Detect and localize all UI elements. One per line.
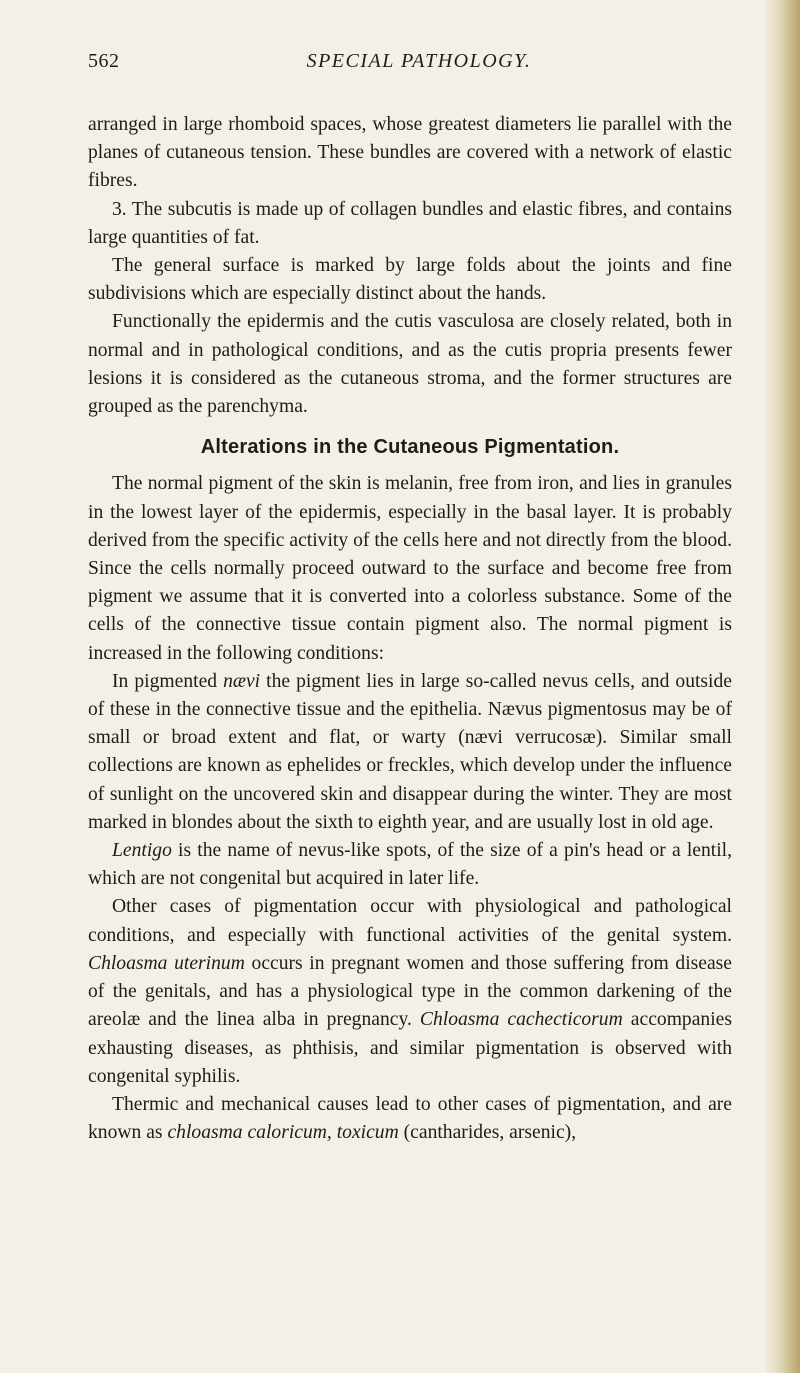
italic-term: Chloasma cachecticorum [419,1009,623,1031]
italic-term: Chloasma uterinum [88,952,245,974]
page-number: 562 [88,50,120,72]
paragraph-text: In pigmented [112,670,224,692]
paragraph-text: is the name of nevus-like spots, of the size of a pin's head or a lentil, which are not congenital but acquired in later life. [88,840,732,890]
paragraph-continued [88,111,732,196]
paragraph-chloasma [88,893,732,1090]
italic-term: nævi [223,670,261,692]
paragraph-melanin [88,470,732,667]
paragraph-text: The normal pigment of the skin is melanin, free from iron, and lies in granules in the lowest layer of the epidermis, especially in the basal layer. It is probably derived from the specific activity of the cells here and not directly from the blood. Since the cells normally proceed outward to the surface and become free from pigment we assume that it is converted into a colorless substance. Some of the cells of the connective tissue contain pigment also. The normal pigment is increased in the following conditions: [88,473,732,664]
paragraph-text: Other cases of pigmentation occur with physiological and pathological conditions, and especially with functional activities of the genital system. [88,896,732,946]
paragraph-text: (cantharides, arsenic), [398,1122,577,1144]
paragraph-text: accompanies exhausting diseases, as phthisis, and similar pigmentation is observed with congenital syphilis. [88,1009,732,1087]
paragraph-lentigo [88,837,732,893]
paragraph-text: The general surface is marked by large folds about the joints and fine subdivisions which are especially distinct about the hands. [88,255,732,305]
paragraph-text: the pigment lies in large so-called nevus cells, and outside of these in the connective tissue and the epithelia. Nævus pigmentosus may be of small or broad extent and flat, or warty (nævi verrucosæ). Similar small collections are known as ephelides or freckles, which develop under the influence of sunlight on the uncovered skin and disappear during the winter. They are most marked in blondes about the sixth to eighth year, and are usually lost in old age. [88,670,732,833]
italic-term: chloasma caloricum, toxicum [167,1122,399,1144]
page-header [88,50,730,80]
paragraph-text: occurs in pregnant women and those suffering from disease of the genitals, and has a physiological type in the common darkening of the areolæ and the linea alba in pregnancy. [88,952,732,1031]
paragraph-thermic [88,1091,732,1147]
paragraph-subcutis [88,196,732,252]
running-head: SPECIAL PATHOLOGY. [306,50,532,72]
section-heading: Alterations in the Cutaneous Pigmentation. [200,436,620,459]
paragraph-function [88,308,732,421]
paragraph-surface [88,252,732,308]
paragraph-naevi [88,668,732,837]
paragraph-text: Thermic and mechanical causes lead to other cases of pigmentation, and are known as [88,1093,732,1144]
paragraph-text: arranged in large rhomboid spaces, whose greatest diameters lie parallel with the planes of cutaneous tension. These bundles are covered with a network of elastic fibres. [88,114,732,192]
paragraph-text: Functionally the epidermis and the cutis vasculosa are closely related, both in normal and in pathological conditions, and as the cutis propria presents fewer lesions it is considered as the cutaneous stroma, and the former structures are grouped as the parenchyma. [88,311,732,418]
paragraph-text: 3. The subcutis is made up of collagen bundles and elastic fibres, and contains large quantities of fat. [88,198,732,248]
italic-term: Lentigo [112,840,172,862]
page-edge-shadow [766,0,800,1373]
body-text [88,111,732,1147]
